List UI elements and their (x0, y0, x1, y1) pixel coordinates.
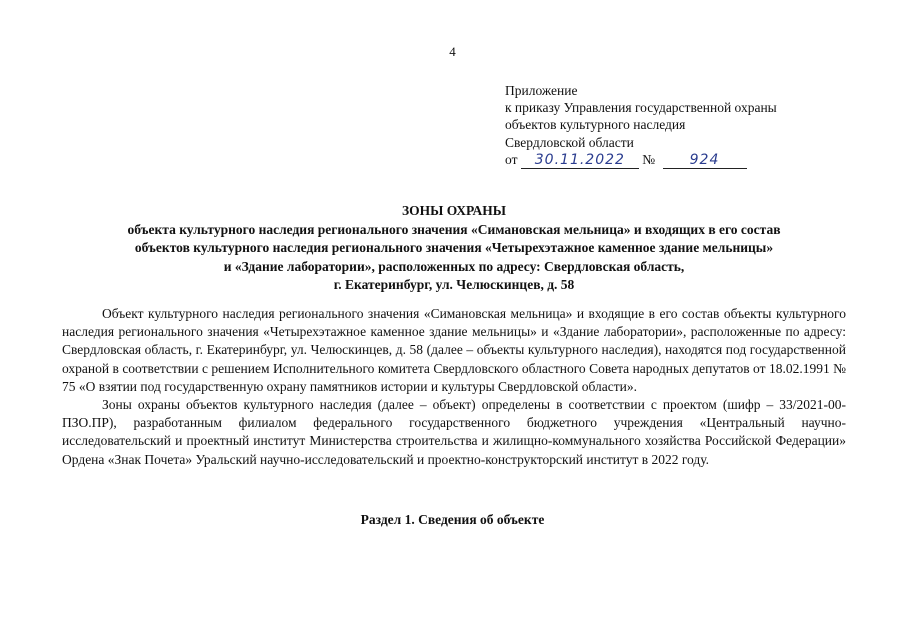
title-heading: ЗОНЫ ОХРАНЫ (402, 203, 506, 218)
appendix-line: объектов культурного наследия (505, 117, 686, 133)
appendix-block (505, 82, 845, 169)
appendix-line: Свердловской области (505, 134, 634, 150)
page-number: 4 (449, 44, 456, 59)
section-title: Раздел 1. Сведения об объекте (360, 512, 545, 527)
appendix-line: Приложение (505, 83, 578, 98)
document-title (62, 202, 846, 295)
body-paragraph: Объект культурного наследия регионального значения «Симановская мельница» и входящие в его состав объекты культурного наследия регионального значения «Четырехэтажное каменное здание мельницы» и «Здание лаборатории», расположенные по адресу: Свердловская область, г. Екатеринбург, ул. Челюскинцев, д. 58 (далее – объекты культурного наследия), находятся под государственной охраной в соответствии с решением Исполнительного комитета Свердловского областного Совета народных депутатов от 18.02.1991 № 75 «О взятии под государственную охрану памятников истории и культуры Свердловской области». (62, 306, 846, 394)
order-number-handwritten: 924 (689, 151, 720, 168)
title-line: объекта культурного наследия регионального значения «Симановская мельница» и входящих в его состав (127, 221, 781, 237)
number-prefix: № (642, 151, 656, 167)
body-paragraph: Зоны охраны объектов культурного наследия (далее – объект) определены в соответствии с проектом (шифр – 33/2021-00-ПЗО.ПР), разработанным филиалом федерального государственного бюджетного учреждения «Центральный научно-исследовательский и проектный институт Министерства строительства и жилищно-коммунального хозяйства Российской Федерации» Ордена «Знак Почета» Уральский научно-исследовательский и проектно-конструкторский институт в 2022 году. (62, 397, 846, 467)
order-date-number-row (505, 151, 845, 169)
appendix-line: к приказу Управления государственной охраны (505, 100, 777, 116)
order-number-field (663, 152, 747, 169)
order-date-handwritten: 30.11.2022 (534, 151, 625, 168)
order-date-field (521, 152, 639, 169)
date-prefix: от (505, 151, 518, 167)
title-line: объектов культурного наследия регионального значения «Четырехэтажное каменное здание мельницы» (134, 240, 774, 256)
title-line: г. Екатеринбург, ул. Челюскинцев, д. 58 (333, 277, 575, 293)
title-line: и «Здание лаборатории», расположенных по адресу: Свердловская область, (223, 258, 685, 274)
document-body (62, 305, 846, 469)
